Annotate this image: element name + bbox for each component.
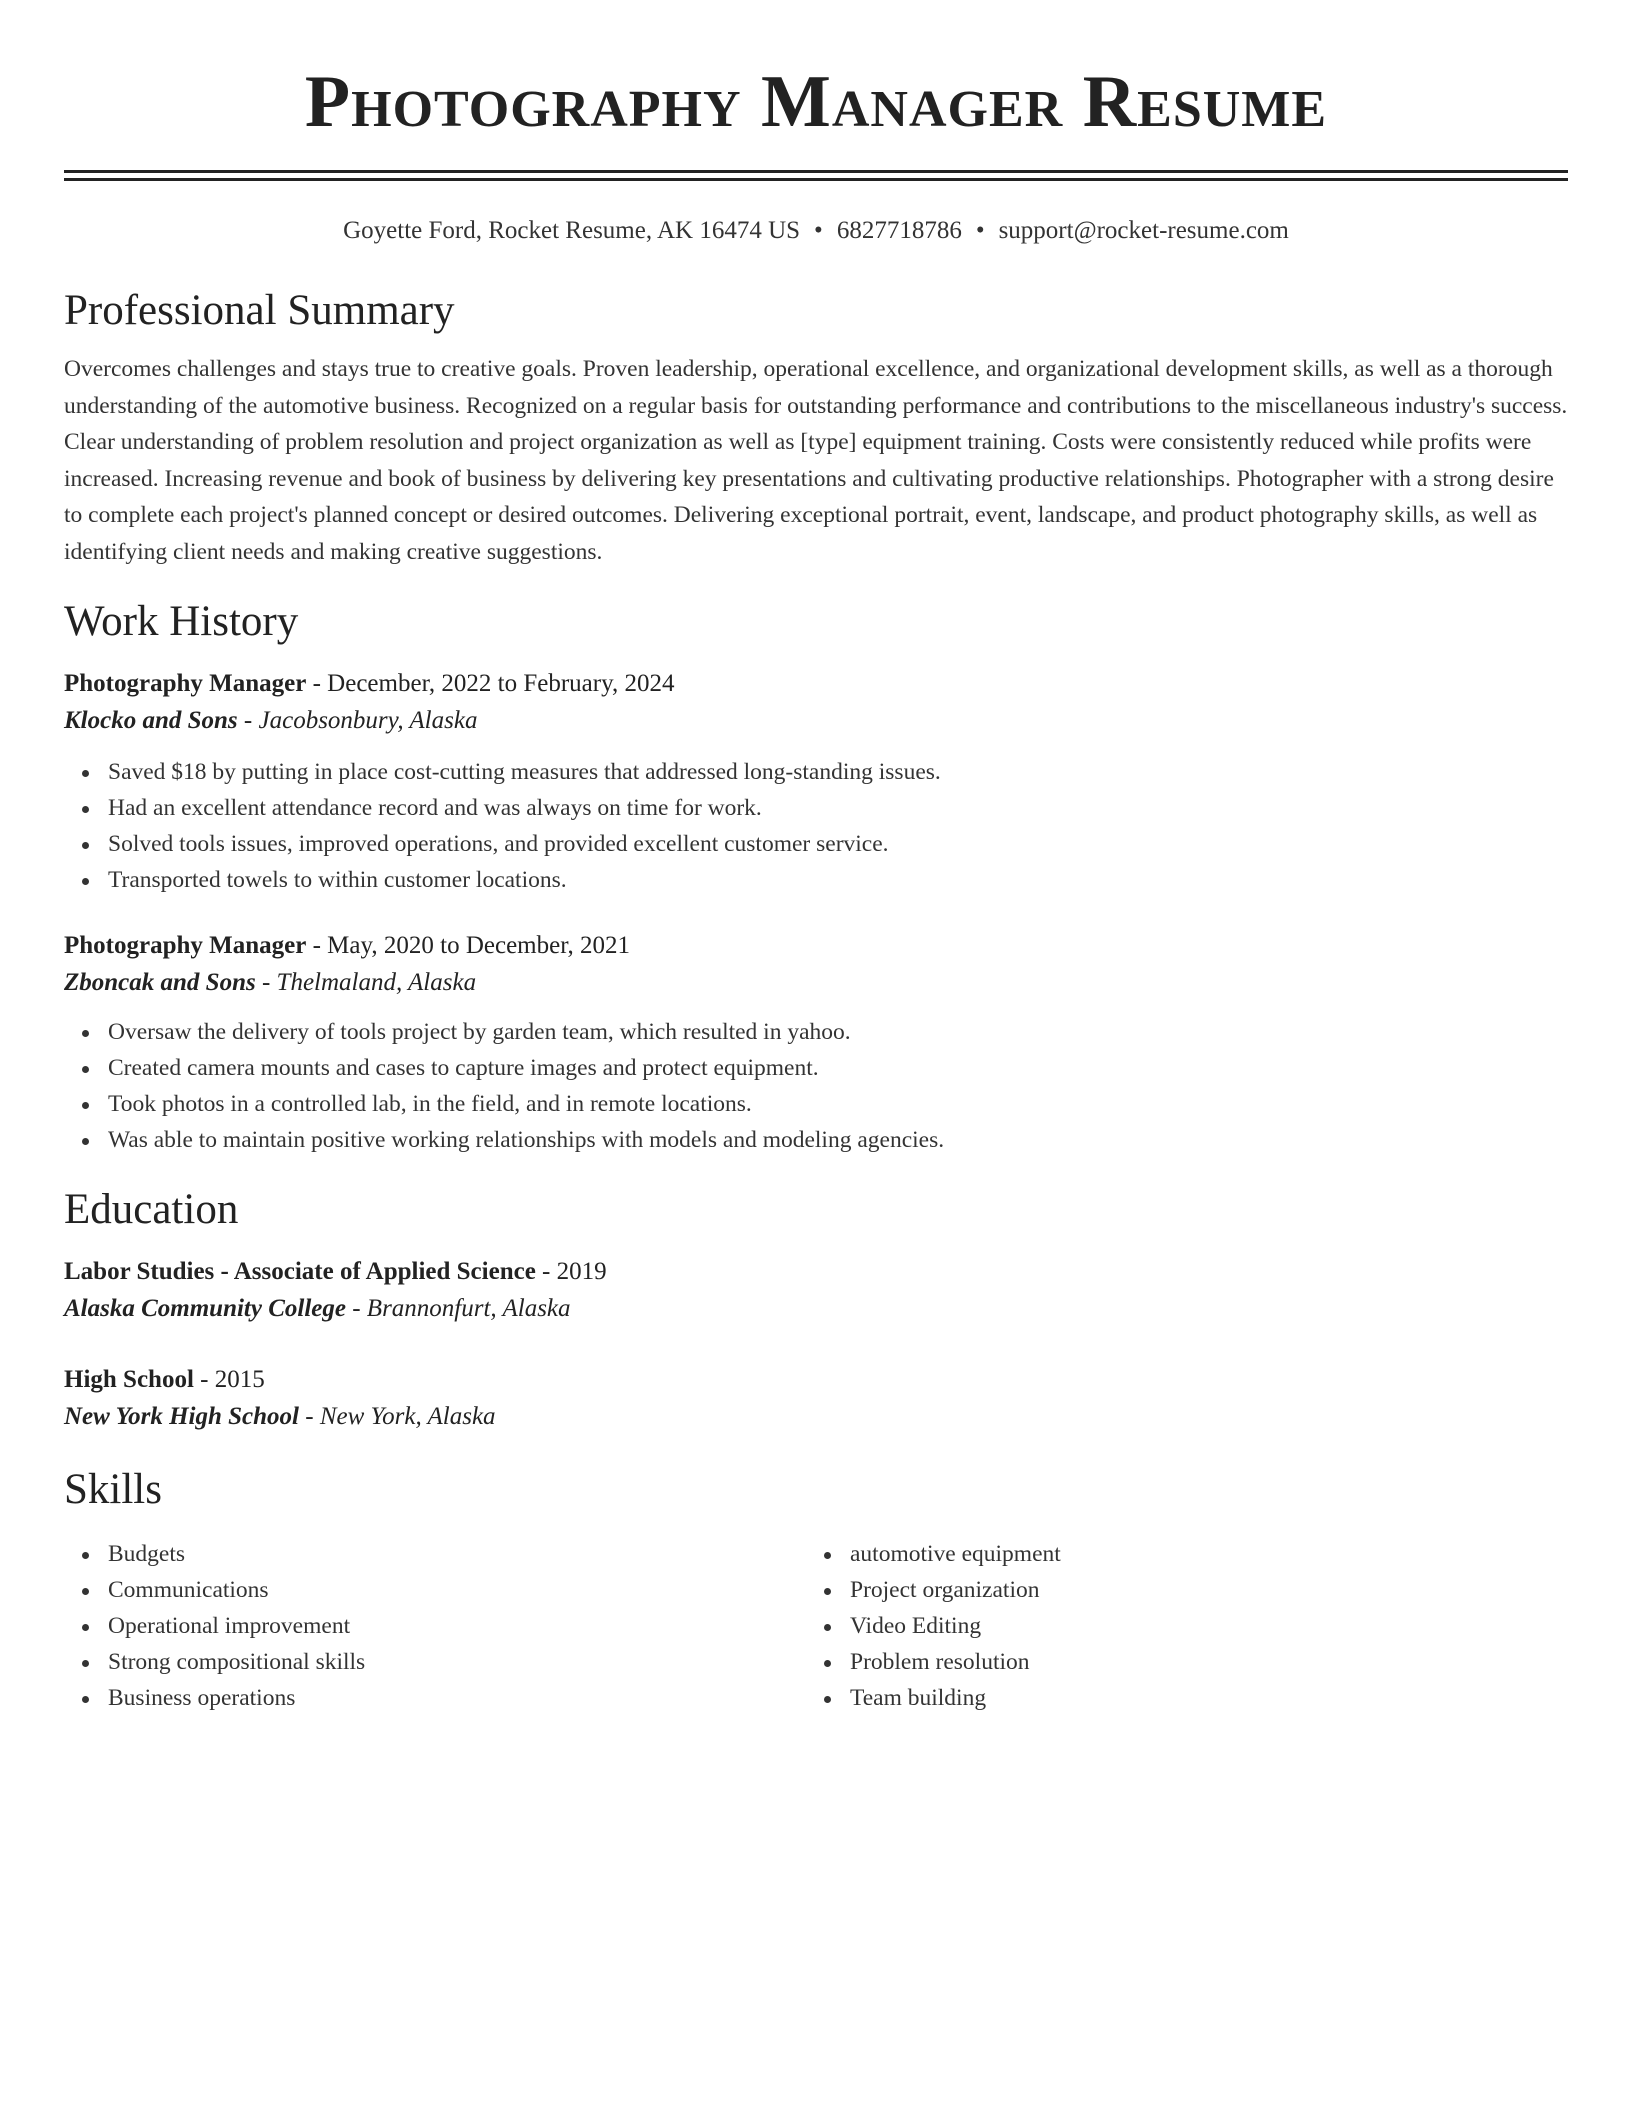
skills-list bbox=[64, 1536, 806, 1716]
skill-item: Communications bbox=[108, 1572, 806, 1608]
contact-line bbox=[64, 215, 1568, 247]
education-school-line bbox=[64, 1398, 1568, 1436]
job-entry bbox=[64, 928, 1568, 1158]
contact-separator: • bbox=[975, 217, 985, 244]
job-location: - Thelmaland, Alaska bbox=[255, 969, 477, 996]
job-title: Photography Manager bbox=[64, 932, 307, 959]
skills-section bbox=[64, 1464, 1568, 1716]
education-year: - 2015 bbox=[193, 1366, 265, 1393]
education-section bbox=[64, 1184, 1568, 1436]
job-header bbox=[64, 928, 1568, 964]
job-company: Klocko and Sons bbox=[64, 707, 238, 734]
job-title: Photography Manager bbox=[64, 670, 307, 697]
contact-email: support@rocket-resume.com bbox=[998, 217, 1289, 244]
section-heading-skills: Skills bbox=[64, 1466, 162, 1513]
job-bullet: Had an excellent attendance record and was always on time for work. bbox=[108, 790, 1568, 826]
skill-item: Strong compositional skills bbox=[108, 1644, 806, 1680]
section-heading-summary: Professional Summary bbox=[64, 287, 455, 334]
job-location: - Jacobsonbury, Alaska bbox=[237, 707, 478, 734]
skills-column-left bbox=[64, 1536, 806, 1716]
education-entry bbox=[64, 1254, 1568, 1328]
resume-title: Photography Manager Resume bbox=[304, 61, 1328, 143]
job-dates: - May, 2020 to December, 2021 bbox=[306, 932, 631, 959]
skill-item: Video Editing bbox=[850, 1608, 1548, 1644]
education-header bbox=[64, 1254, 1568, 1290]
education-degree: High School bbox=[64, 1366, 194, 1393]
skill-item: Problem resolution bbox=[850, 1644, 1548, 1680]
skills-column-right bbox=[806, 1536, 1548, 1716]
education-school: New York High School bbox=[64, 1403, 299, 1430]
job-bullet: Oversaw the delivery of tools project by garden team, which resulted in yahoo. bbox=[108, 1014, 1568, 1050]
job-bullet-list bbox=[64, 754, 1568, 898]
skill-item: Team building bbox=[850, 1680, 1548, 1716]
contact-separator: • bbox=[814, 217, 823, 244]
job-employer bbox=[64, 964, 1568, 1002]
contact-address: Goyette Ford, Rocket Resume, AK 16474 US bbox=[343, 217, 801, 244]
education-header bbox=[64, 1362, 1568, 1398]
education-entry bbox=[64, 1362, 1568, 1436]
skill-item: Project organization bbox=[850, 1572, 1548, 1608]
job-employer bbox=[64, 702, 1568, 740]
education-school: Alaska Community College bbox=[64, 1295, 346, 1322]
skill-item: Business operations bbox=[108, 1680, 806, 1716]
skills-grid bbox=[64, 1536, 1568, 1716]
job-entry bbox=[64, 666, 1568, 898]
work-history-section bbox=[64, 596, 1568, 1158]
job-bullet: Transported towels to within customer locations. bbox=[108, 862, 1568, 898]
skill-item: Budgets bbox=[108, 1536, 806, 1572]
skill-item: automotive equipment bbox=[850, 1536, 1548, 1572]
education-year: - 2019 bbox=[535, 1258, 607, 1285]
education-location: - New York, Alaska bbox=[299, 1403, 496, 1430]
section-heading-education: Education bbox=[64, 1186, 239, 1233]
contact-phone: 6827718786 bbox=[836, 217, 962, 244]
job-dates: - December, 2022 to February, 2024 bbox=[306, 670, 675, 697]
job-company: Zboncak and Sons bbox=[64, 969, 256, 996]
job-bullet: Took photos in a controlled lab, in the field, and in remote locations. bbox=[108, 1086, 1568, 1122]
section-heading-work: Work History bbox=[64, 598, 299, 645]
education-school-line bbox=[64, 1290, 1568, 1328]
job-bullet: Created camera mounts and cases to capture images and protect equipment. bbox=[108, 1050, 1568, 1086]
job-bullet: Solved tools issues, improved operations, and provided excellent customer service. bbox=[108, 826, 1568, 862]
job-bullet-list bbox=[64, 1014, 1568, 1158]
job-bullet: Was able to maintain positive working relationships with models and modeling agencies. bbox=[108, 1122, 1568, 1158]
education-location: - Brannonfurt, Alaska bbox=[345, 1295, 571, 1322]
skills-list bbox=[806, 1536, 1548, 1716]
title-double-rule bbox=[64, 170, 1568, 181]
skill-item: Operational improvement bbox=[108, 1608, 806, 1644]
summary-paragraph: Overcomes challenges and stays true to creative goals. Proven leadership, operational excellence, and organizational development skills, as well as a thorough understanding of the automotive business. Recognized on a regular basis for outstanding performance and contributions to the miscellaneous industry's success. Clear understanding of problem resolution and project organization as well as [type] equipment training. Costs were consistently reduced while profits were increased. Increasing revenue and book of business by delivering key presentations and cultivating productive relationships. Photographer with a strong desire to complete each project's planned concept or desired outcomes. Delivering exceptional portrait, event, landscape, and product photography skills, as well as identifying client needs and making creative suggestions. bbox=[64, 356, 1568, 565]
job-header bbox=[64, 666, 1568, 702]
job-bullet: Saved $18 by putting in place cost-cutting measures that addressed long-standing issues. bbox=[108, 754, 1568, 790]
education-degree: Labor Studies - Associate of Applied Science bbox=[64, 1258, 536, 1285]
professional-summary-section bbox=[64, 285, 1568, 570]
